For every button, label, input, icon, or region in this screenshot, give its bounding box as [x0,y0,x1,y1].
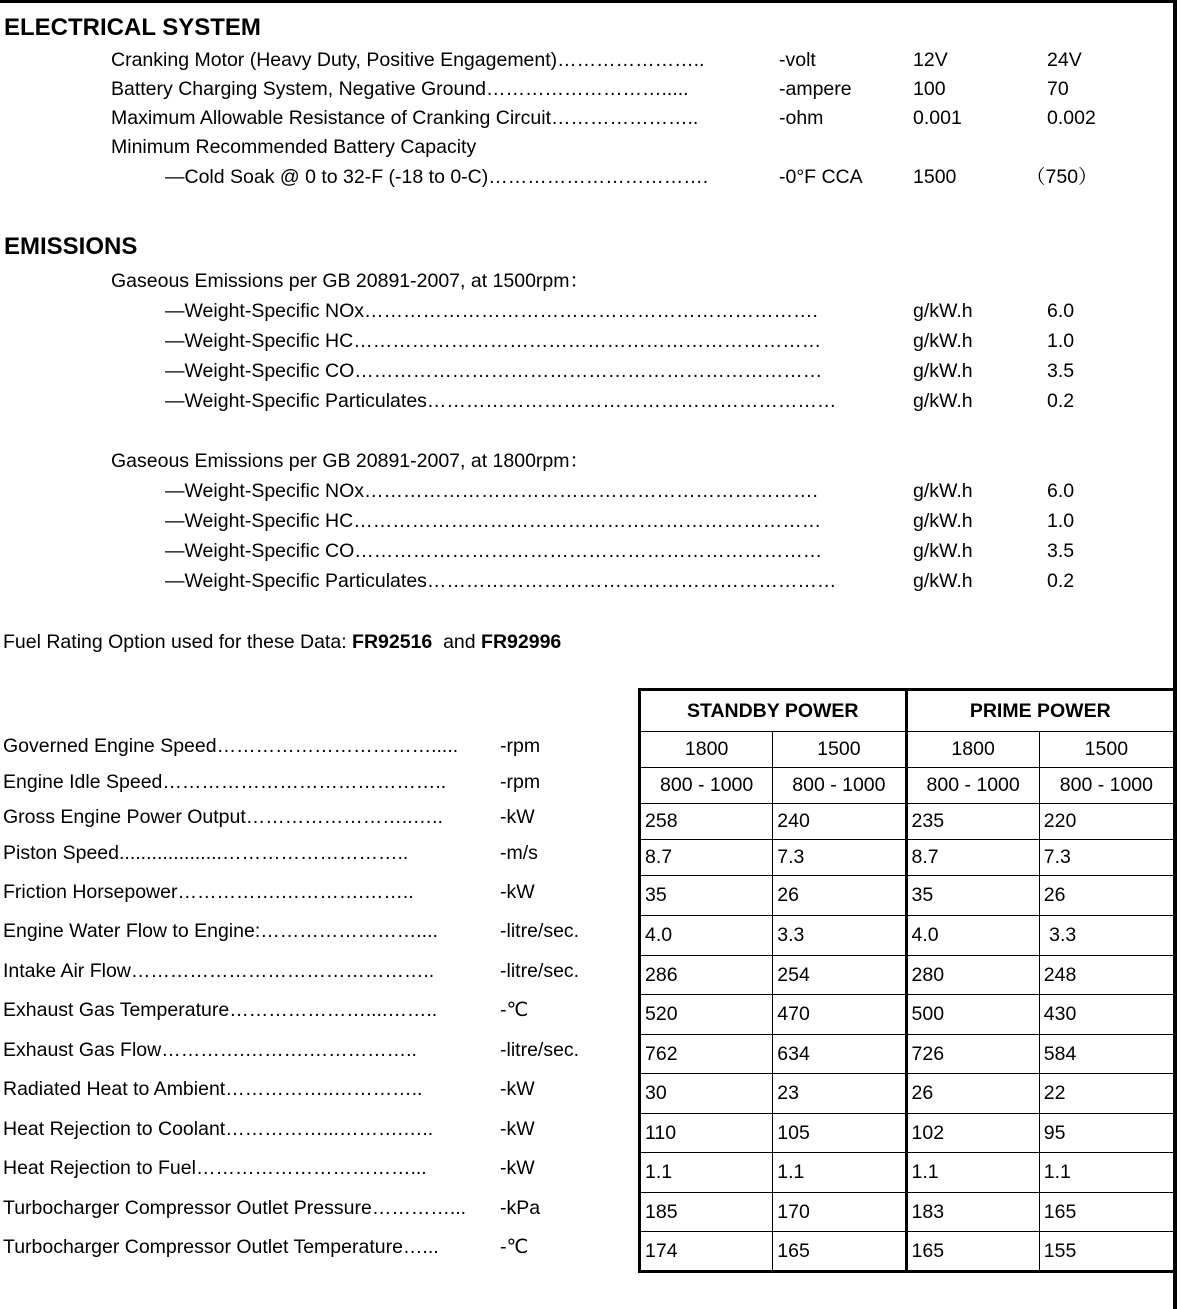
emission-row-label: —Weight-Specific HC……………………………………………………………… [165,330,822,352]
electrical-row-value-12v: 0.001 [913,107,962,129]
electrical-row-label: Battery Charging System, Negative Ground………………………..... [111,78,689,100]
electrical-row-value-12v: 12V [913,49,948,71]
spec-unit: -litre/sec. [500,1039,580,1061]
table-cell: 430 [1039,995,1174,1035]
spec-unit: -kW [500,881,535,903]
table-cell: 22 [1039,1074,1174,1114]
electrical-row-unit: -ampere [779,78,852,100]
fuel-rating-joiner: and [432,631,482,653]
emissions-group-heading: Gaseous Emissions per GB 20891-2007, at 1800rpm： [111,450,590,472]
table-cell: 800 - 1000 [773,768,906,804]
table-cell: 254 [773,956,906,995]
table-cell: 1500 [1039,732,1174,768]
table-cell: 35 [640,876,773,916]
table-cell: 584 [1039,1035,1174,1074]
emission-row-label: —Weight-Specific Particulates……………………………………………………… [165,570,837,592]
spec-label: Turbocharger Compressor Outlet Pressure…………... [3,1197,467,1219]
table-row [640,1035,1175,1074]
table-cell: 500 [906,995,1039,1035]
prime-power-header: PRIME POWER [906,690,1175,732]
electrical-row-label: Cranking Motor (Heavy Duty, Positive Engagement)………………….. [111,49,705,71]
performance-table [638,688,1176,1273]
table-cell: 105 [773,1114,906,1153]
table-cell: 286 [640,956,773,995]
table-cell: 240 [773,804,906,840]
electrical-row-label: —Cold Soak @ 0 to 32-F (-18 to 0-C)……………………………. [165,166,709,188]
spec-unit: -kW [500,1078,535,1100]
electrical-row-label: Minimum Recommended Battery Capacity [111,136,477,158]
emission-row-unit: g/kW.h [913,300,973,322]
spec-label: Heat Rejection to Fuel……………………………... [3,1157,427,1179]
spec-unit: -kW [500,806,535,828]
table-row [640,995,1175,1035]
table-cell: 26 [1039,876,1174,916]
fuel-rating-prefix: Fuel Rating Option used for these Data: [3,631,353,653]
electrical-row-unit: -ohm [779,107,824,129]
electrical-row-value-24v: 0.002 [1047,107,1096,129]
table-row [640,840,1175,876]
table-cell: 35 [906,876,1039,916]
fuel-rating-code-1: FR92516 [352,631,433,653]
table-cell: 280 [906,956,1039,995]
spec-label: Exhaust Gas Flow………….……….…………….. [3,1039,417,1061]
table-cell: 26 [773,876,906,916]
table-cell: 30 [640,1074,773,1114]
emissions-group-heading: Gaseous Emissions per GB 20891-2007, at 1500rpm： [111,270,590,292]
spec-unit: -rpm [500,771,541,793]
spec-label: Gross Engine Power Output……………………..….. [3,806,443,828]
table-cell: 1500 [773,732,906,768]
spec-label: Intake Air Flow……………………………………….. [3,960,435,982]
spec-unit: -m/s [500,842,538,864]
spec-unit: -kPa [500,1197,541,1219]
standby-power-header: STANDBY POWER [640,690,907,732]
electrical-row-value-24v: 24V [1047,49,1082,71]
table-cell: 634 [773,1035,906,1074]
electrical-row-value-24v: （750） [1026,166,1098,188]
table-row [640,916,1175,956]
emission-row-unit: g/kW.h [913,540,973,562]
table-cell: 183 [906,1193,1039,1232]
table-cell: 3.3 [1039,916,1174,956]
table-cell: 520 [640,995,773,1035]
table-cell: 26 [906,1074,1039,1114]
table-cell: 185 [640,1193,773,1232]
spec-label: Governed Engine Speed……………………………..... [3,735,459,757]
emission-row-label: —Weight-Specific NOx……………………………………………………………. [165,300,818,322]
emission-row-label: —Weight-Specific CO……………………………………………………………… [165,360,823,382]
emission-row-label: —Weight-Specific HC……………………………………………………………… [165,510,822,532]
table-cell: 1.1 [640,1153,773,1193]
spec-unit: -℃ [500,1236,529,1258]
table-cell: 174 [640,1232,773,1272]
table-header-row [640,690,1175,732]
table-cell: 4.0 [906,916,1039,956]
emission-row-value: 3.5 [1047,540,1075,562]
table-cell: 248 [1039,956,1174,995]
electrical-row-value-12v: 1500 [913,166,957,188]
table-row [640,732,1175,768]
table-cell: 762 [640,1035,773,1074]
fuel-rating-line [3,630,561,654]
emission-row-value: 1.0 [1047,330,1075,352]
table-cell: 800 - 1000 [906,768,1039,804]
spec-label: Engine Water Flow to Engine:…………………….... [3,920,438,942]
table-row [640,1232,1175,1272]
electrical-row-value-12v: 100 [913,78,946,100]
emission-row-label: —Weight-Specific CO……………………………………………………………… [165,540,823,562]
table-cell: 1.1 [906,1153,1039,1193]
table-cell: 110 [640,1114,773,1153]
spec-unit: -℃ [500,999,529,1021]
table-cell: 8.7 [640,840,773,876]
emission-row-value: 6.0 [1047,480,1075,502]
table-cell: 7.3 [773,840,906,876]
emission-row-unit: g/kW.h [913,570,973,592]
table-cell: 1800 [906,732,1039,768]
table-cell: 165 [773,1232,906,1272]
table-cell: 220 [1039,804,1174,840]
table-row [640,768,1175,804]
spec-unit: -kW [500,1157,535,1179]
frame-top-border [0,0,1176,3]
table-cell: 4.0 [640,916,773,956]
spec-unit: -rpm [500,735,541,757]
emission-row-value: 3.5 [1047,360,1075,382]
emission-row-label: —Weight-Specific Particulates……………………………………………………… [165,390,837,412]
emission-row-value: 1.0 [1047,510,1075,532]
spec-label: Radiated Heat to Ambient……………..………….. [3,1078,423,1100]
table-cell: 726 [906,1035,1039,1074]
emission-row-unit: g/kW.h [913,330,973,352]
table-cell: 800 - 1000 [1039,768,1174,804]
table-row [640,1114,1175,1153]
emission-row-value: 0.2 [1047,390,1075,412]
electrical-row-unit: -0°F CCA [779,166,863,188]
spec-label: Exhaust Gas Temperature…………………....…….. [3,999,438,1021]
table-cell: 155 [1039,1232,1174,1272]
electrical-row-label: Maximum Allowable Resistance of Cranking Circuit………………….. [111,107,699,129]
table-row [640,1193,1175,1232]
spec-unit: -litre/sec. [500,960,580,982]
spec-label: Piston Speed...................……………………….. [3,842,409,864]
table-cell: 3.3 [773,916,906,956]
table-row [640,876,1175,916]
electrical-row-value-24v: 70 [1047,78,1069,100]
emission-row-value: 6.0 [1047,300,1075,322]
spec-label: Heat Rejection to Coolant……………...……….….. [3,1118,434,1140]
table-cell: 23 [773,1074,906,1114]
table-cell: 95 [1039,1114,1174,1153]
emission-row-unit: g/kW.h [913,510,973,532]
table-row [640,1153,1175,1193]
table-cell: 470 [773,995,906,1035]
emission-row-unit: g/kW.h [913,360,973,382]
emissions-heading: EMISSIONS [4,233,138,260]
table-cell: 258 [640,804,773,840]
table-row [640,804,1175,840]
emission-row-label: —Weight-Specific NOx……………………………………………………………. [165,480,818,502]
spec-label: Engine Idle Speed…………………………………….. [3,771,447,793]
fuel-rating-code-2: FR92996 [481,631,562,653]
emission-row-unit: g/kW.h [913,390,973,412]
spec-unit: -litre/sec. [500,920,580,942]
electrical-row-unit: -volt [779,49,816,71]
table-cell: 165 [906,1232,1039,1272]
spec-label: Turbocharger Compressor Outlet Temperature…... [3,1236,439,1258]
table-row [640,956,1175,995]
emission-row-unit: g/kW.h [913,480,973,502]
table-cell: 8.7 [906,840,1039,876]
table-cell: 1800 [640,732,773,768]
electrical-heading: ELECTRICAL SYSTEM [4,14,261,41]
table-cell: 102 [906,1114,1039,1153]
table-cell: 1.1 [773,1153,906,1193]
spec-unit: -kW [500,1118,535,1140]
table-cell: 1.1 [1039,1153,1174,1193]
table-cell: 165 [1039,1193,1174,1232]
table-cell: 170 [773,1193,906,1232]
table-cell: 800 - 1000 [640,768,773,804]
spec-label: Friction Horsepower…………….………….…….. [3,881,414,903]
emission-row-value: 0.2 [1047,570,1075,592]
table-row [640,1074,1175,1114]
table-cell: 235 [906,804,1039,840]
table-cell: 7.3 [1039,840,1174,876]
